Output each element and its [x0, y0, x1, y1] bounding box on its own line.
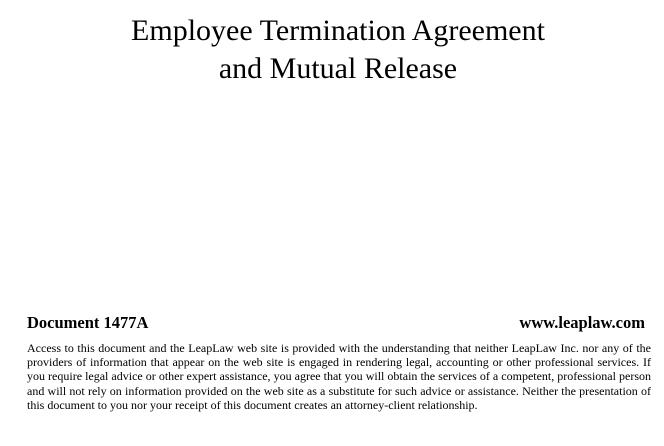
- document-info-row: [27, 313, 645, 333]
- document-number: Document 1477A: [27, 313, 149, 332]
- website-url: www.leaplaw.com: [519, 313, 645, 332]
- document-title: [0, 12, 664, 88]
- title-line-1: Employee Termination Agreement: [131, 14, 545, 47]
- title-line-2: and Mutual Release: [218, 52, 458, 85]
- disclaimer-text: Access to this document and the LeapLaw web site is provided with the understanding that neither LeapLaw Inc. nor any of the providers of information that appear on the web site is engaged in rendering legal, accounting or other professional services. If you require legal advice or other expert assistance, you agree that you will obtain the services of a competent, professional person and will not rely on information provided on the web site as a substitute for such advice or assistance. Neither the presentation of this document to you nor your receipt of this document creates an attorney-client relationship.: [27, 341, 651, 412]
